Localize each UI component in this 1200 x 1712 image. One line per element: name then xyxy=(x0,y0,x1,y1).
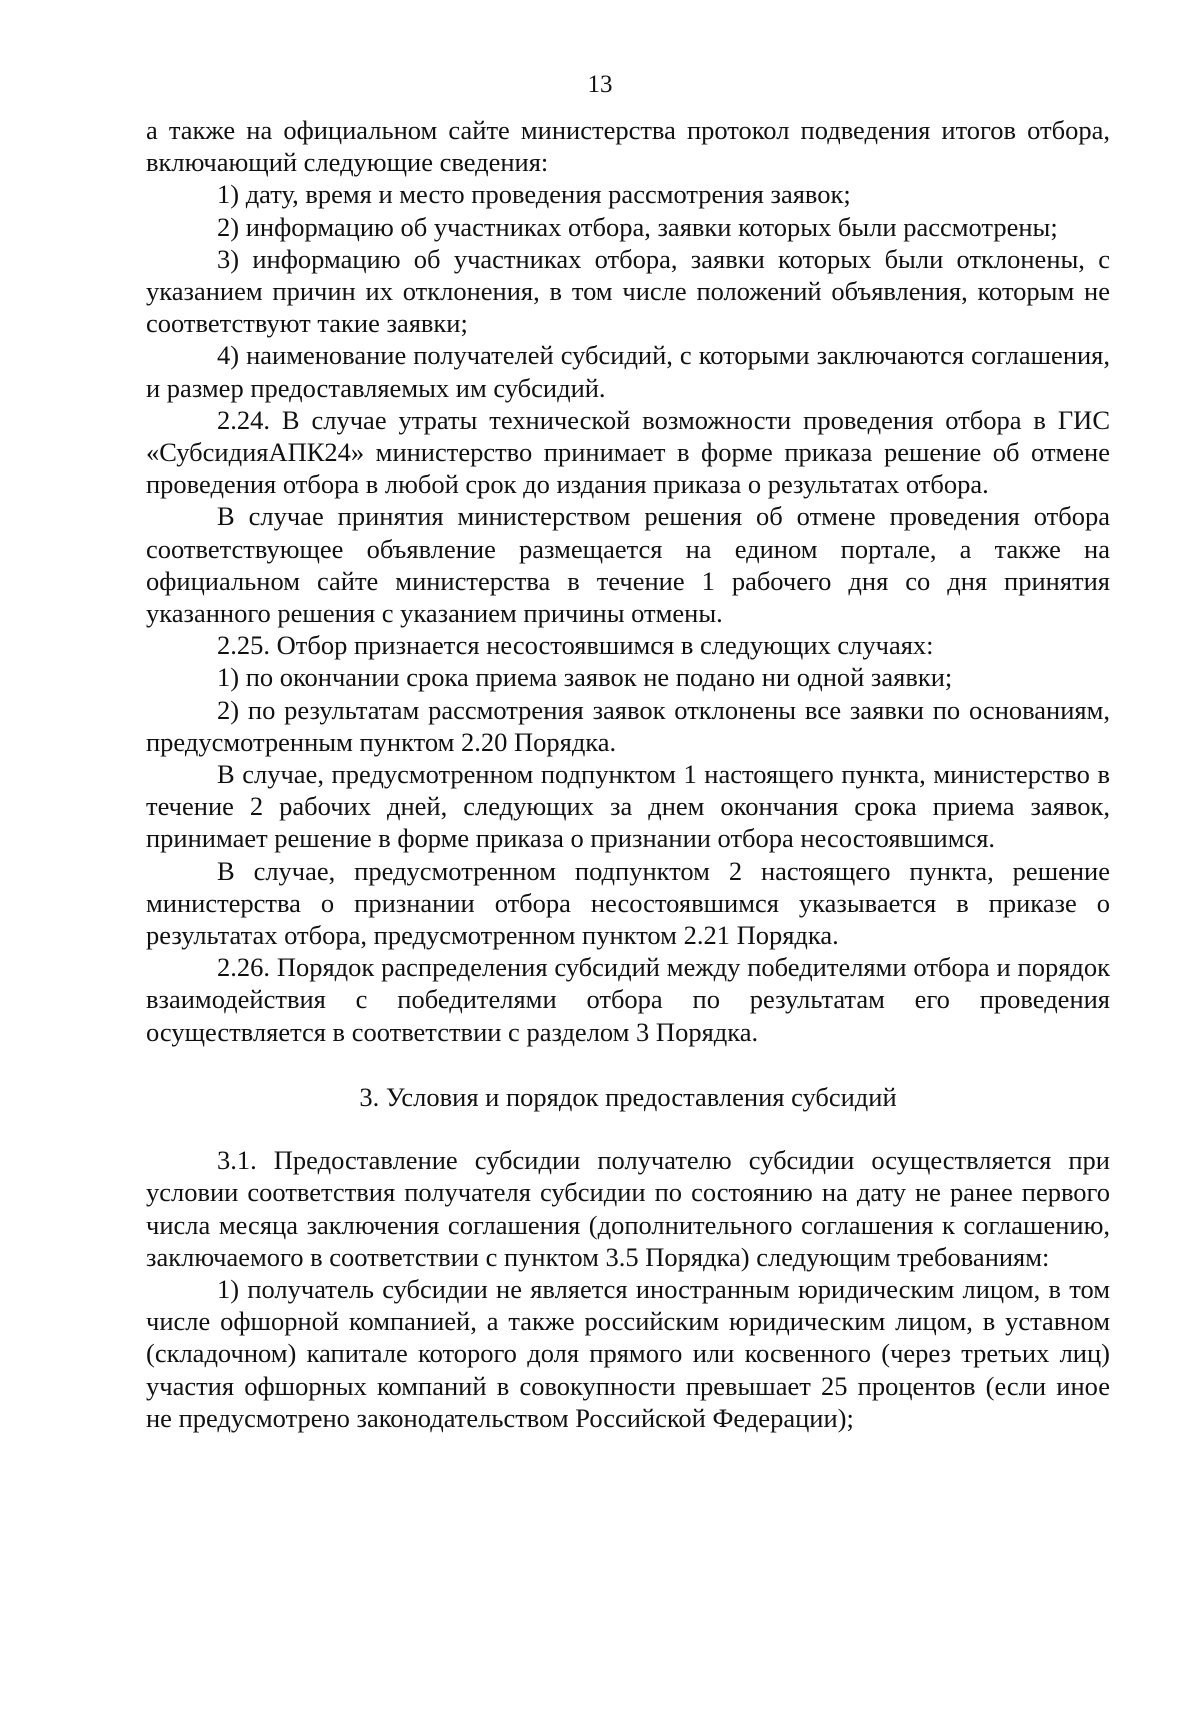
document-body xyxy=(146,114,1110,1434)
list-item-3-1-1: 1) получатель субсидии не является иностранным юридическим лицом, в том числе офшорной компанией, а также российским юридическим лицом, в уставном (складочном) капитале которого доля прямого или косвенного (через третьих лиц) участия офшорных компаний в совокупности превышает 25 процентов (если иное не предусмотрено законодательством Российской Федерации); xyxy=(146,1273,1110,1433)
list-item-2: 2) информацию об участниках отбора, заявки которых были рассмотрены; xyxy=(217,211,1058,242)
list-item-1: 1) дату, время и место проведения рассмотрения заявок; xyxy=(217,179,851,210)
section-heading: 3. Условия и порядок предоставления субсидий xyxy=(359,1081,897,1112)
paragraph-intro: а также на официальном сайте министерства протокол подведения итогов отбора, включающий следующие сведения: xyxy=(146,115,1110,178)
paragraph-2-25: 2.25. Отбор признается несостоявшимся в следующих случаях: xyxy=(217,630,934,661)
paragraph-cancel-announcement: В случае принятия министерством решения об отмене проведения отбора соответствующее объявление размещается на едином портале, а также на официальном сайте министерства в течение 1 рабочего дня со дня принятия указанного решения с указанием причины отмены. xyxy=(146,501,1110,629)
paragraph-2-26: 2.26. Порядок распределения субсидий между победителями отбора и порядок взаимодействия с победителями отбора по результатам его проведения осуществляется в соответствии с разделом 3 Порядка. xyxy=(146,952,1110,1047)
list-item-4: 4) наименование получателей субсидий, с которыми заключаются соглашения, и размер предоставляемых им субсидий. xyxy=(146,340,1110,403)
list-item-3: 3) информацию об участниках отбора, заявки которых были отклонены, с указанием причин их отклонения, в том числе положений объявления, которым не соответствуют такие заявки; xyxy=(146,243,1110,339)
paragraph-case-1: В случае, предусмотренном подпунктом 1 настоящего пункта, министерство в течение 2 рабочих дней, следующих за днем окончания срока приема заявок, принимает решение в форме приказа о признании отбора несостоявшимся. xyxy=(146,759,1110,854)
list-item-2-25-2: 2) по результатам рассмотрения заявок отклонены все заявки по основаниям, предусмотренным пунктом 2.20 Порядка. xyxy=(146,694,1110,757)
paragraph-3-1: 3.1. Предоставление субсидии получателю субсидии осуществляется при условии соответствия получателя субсидии по состоянию на дату не ранее первого числа месяца заключения соглашения (дополнительного соглашения к соглашению, заключаемого в соответствии с пунктом 3.5 Порядка) следующим требованиям: xyxy=(146,1145,1110,1272)
paragraph-case-2: В случае, предусмотренном подпунктом 2 настоящего пункта, решение министерства о признании отбора несостоявшимся указывается в приказе о результатах отбора, предусмотренном пунктом 2.21 Порядка. xyxy=(146,855,1110,951)
list-item-2-25-1: 1) по окончании срока приема заявок не подано ни одной заявки; xyxy=(217,662,953,693)
paragraph-2-24: 2.24. В случае утраты технической возможности проведения отбора в ГИС «СубсидияАПК24» министерство принимает в форме приказа решение об отмене проведения отбора в любой срок до издания приказа о результатах отбора. xyxy=(146,404,1110,500)
page-number: 13 xyxy=(587,71,613,98)
